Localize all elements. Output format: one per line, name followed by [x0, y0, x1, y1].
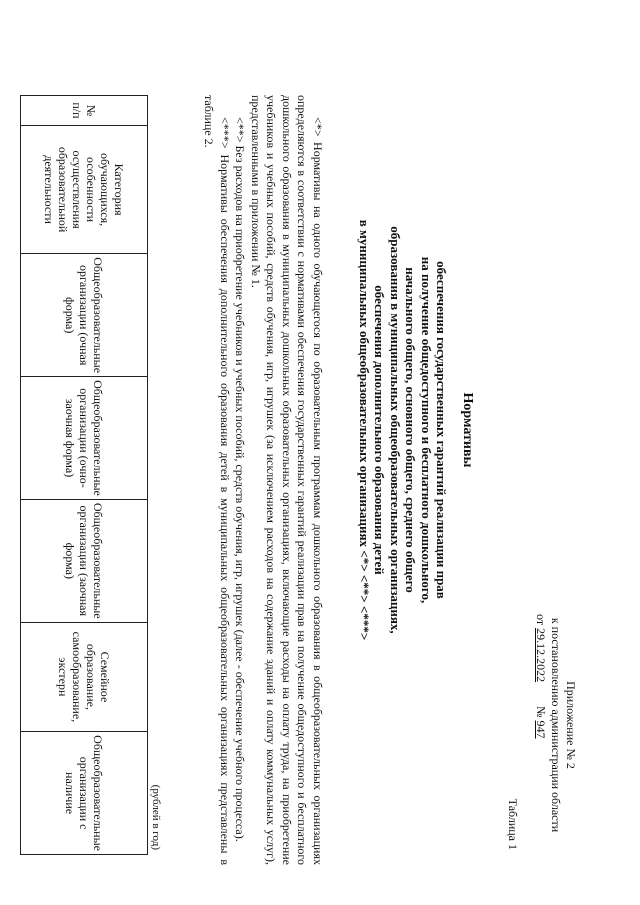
unit-label: (рублей в год) — [150, 784, 162, 850]
title-line: образования в муниципальных общеобразовательных организациях, — [388, 226, 403, 634]
footnote: <*> Нормативы на одного обучающегося по образовательным программам дошкольного образования в общеобразовательных организациях определяются в соответствии с нормативами обеспечения государственных гарантий реализации прав на получение общедоступного и бесплатного дошкольного образования в муниципальных дошкольных образовательных организациях, включающие расходы на оплату труда, на приобретение учебников и учебных пособий, средств обучения, игр, игрушек (за исключением расходов на содержание зданий и оплату коммунальных услуг), представленными в приложении № 1. — [249, 95, 325, 865]
table-label: Таблица 1 — [506, 798, 520, 850]
header-cell-family-education: Семейное образование, самообразование, экстерн — [21, 622, 148, 731]
title-line: обеспечения дополнительного образования детей — [372, 285, 388, 575]
footnote: <**> Без расходов на приобретение учебников и учебных пособий, средств обучения, игр, игрушек (далее - обеспечение учебного процесса). — [233, 117, 248, 842]
footnotes — [201, 95, 325, 865]
title-line: в муниципальных общеобразовательных организациях <*> <**> <***> — [357, 219, 372, 641]
document-title — [357, 120, 476, 740]
header-cell-category: Категория обучающихся, особенности осуществления образовательной деятельности — [21, 125, 148, 253]
title-line: обеспечения государственных гарантий реализации прав — [434, 261, 450, 599]
resolution-date: 29.12.2022 — [534, 628, 548, 683]
title-line: на получение общедоступного и бесплатного дошкольного, — [419, 256, 434, 604]
resolution-number: 947 — [534, 720, 548, 739]
header-cell-with-availability: Общеобразовательные организации с наличие — [21, 732, 148, 855]
title-heading: Нормативы — [460, 392, 475, 468]
footnote: <***> Нормативы обеспечения дополнительного образования детей в муниципальных общеобразовательных организациях представлены в таблице 2. — [202, 95, 232, 865]
appendix-title: Приложение № 2 — [564, 681, 578, 769]
appendix-header — [533, 600, 578, 850]
appendix-date-number — [533, 600, 548, 850]
number-prefix: № — [534, 706, 548, 718]
header-cell-correspondence: Общеобразовательные организации (заочная форма) — [21, 499, 148, 622]
table-header-row — [21, 96, 148, 855]
appendix-resolution: к постановлению администрации области — [549, 617, 563, 833]
title-line: начального общего, основного общего, среднего общего — [403, 267, 419, 593]
norms-table — [20, 95, 148, 855]
header-cell-part-time: Общеобразовательные организации (очно-заочная форма) — [21, 377, 148, 500]
header-cell-full-time: Общеобразовательные организации (очная форма) — [21, 254, 148, 377]
date-prefix: от — [534, 614, 548, 626]
header-cell-number: № п/п — [21, 96, 148, 126]
